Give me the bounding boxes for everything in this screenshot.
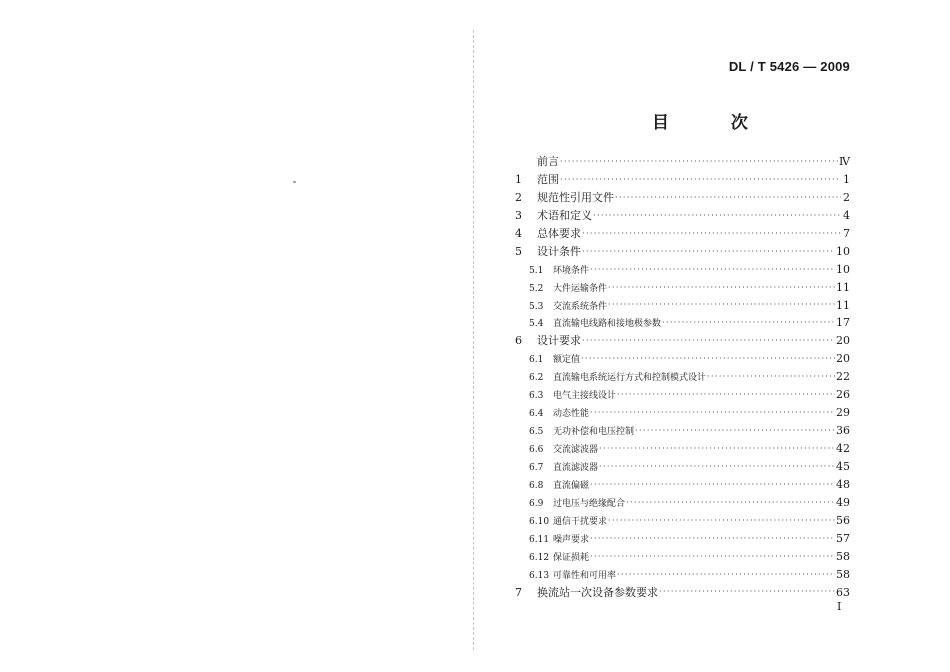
toc-entry-page: 58 xyxy=(836,549,850,563)
toc-entry-page: 42 xyxy=(836,442,850,455)
toc-entry[interactable] xyxy=(515,404,850,422)
toc-leader-dots xyxy=(626,498,835,508)
toc-entry[interactable] xyxy=(515,440,850,458)
toc-entry-label: 总体要求 xyxy=(537,226,581,240)
toc-entry[interactable] xyxy=(515,261,850,279)
toc-entry[interactable] xyxy=(515,225,850,243)
toc-leader-dots xyxy=(707,372,835,382)
toc-entry-number: 5.4 xyxy=(529,319,544,330)
toc-entry[interactable] xyxy=(515,171,850,189)
toc-entry[interactable] xyxy=(515,243,850,261)
toc-entry-label: 直流偏磁 xyxy=(553,480,590,491)
toc-entry-label: 交流系统条件 xyxy=(553,301,608,312)
toc-entry-page: 45 xyxy=(836,459,850,473)
toc-entry-label: 动态性能 xyxy=(553,409,590,420)
toc-leader-dots xyxy=(659,587,835,597)
toc-entry-label: 术语和定义 xyxy=(537,208,592,222)
scan-speck xyxy=(293,181,296,183)
toc-entry-number: 5 xyxy=(515,244,522,258)
toc-entry-label: 过电压与绝缘配合 xyxy=(553,498,626,509)
toc-entry[interactable] xyxy=(515,368,850,386)
toc-entry[interactable] xyxy=(515,332,850,350)
toc-entry-label: 额定值 xyxy=(553,355,581,366)
toc-leader-dots xyxy=(590,408,835,418)
toc-entry-number: 6.5 xyxy=(529,427,544,438)
toc-entry-page: 22 xyxy=(836,370,850,384)
toc-entry-page: 7 xyxy=(843,226,850,240)
toc-entry-number: 2 xyxy=(515,190,522,204)
toc-entry-page: Ⅳ xyxy=(839,155,850,168)
toc-leader-dots xyxy=(560,175,841,185)
toc-entry-number: 6 xyxy=(515,334,522,348)
toc-entry[interactable] xyxy=(515,566,850,584)
toc-leader-dots xyxy=(593,211,841,221)
toc-entry-number: 6.11 xyxy=(529,534,550,545)
toc-entry-number: 6.10 xyxy=(529,516,550,527)
toc-entry[interactable] xyxy=(515,458,850,476)
toc-entry-number: 6.2 xyxy=(529,373,544,384)
toc-entry-page: 20 xyxy=(836,352,850,366)
toc-entry-number: 7 xyxy=(515,585,522,599)
toc-entry-number: 1 xyxy=(515,172,522,186)
toc-entry-number: 6.1 xyxy=(529,355,544,366)
toc-entry-label: 设计要求 xyxy=(537,334,581,348)
toc-entry[interactable] xyxy=(515,494,850,512)
toc-entry[interactable] xyxy=(515,189,850,207)
toc-entry-page: 20 xyxy=(836,334,850,348)
toc-entry-label: 通信干扰要求 xyxy=(553,516,608,527)
toc-entry-number: 4 xyxy=(515,226,522,240)
toc-entry-number: 6.6 xyxy=(529,445,544,455)
toc-entry-label: 范围 xyxy=(537,172,559,186)
toc-entry-page: 10 xyxy=(836,262,850,276)
toc-entry-label: 电气主接线设计 xyxy=(553,391,617,402)
toc-entry-number: 6.8 xyxy=(529,480,544,491)
toc-entry-label: 交流滤波器 xyxy=(553,445,599,455)
toc-entry-label: 换流站一次设备参数要求 xyxy=(537,585,658,599)
toc-entry[interactable] xyxy=(515,153,850,171)
toc-entry[interactable] xyxy=(515,350,850,368)
toc-entry-label: 直流滤波器 xyxy=(553,462,599,473)
toc-leader-dots xyxy=(590,480,835,490)
toc-leader-dots xyxy=(590,552,835,562)
toc-entry-number: 5.2 xyxy=(529,283,544,294)
toc-leader-dots xyxy=(590,534,835,544)
toc-entry-label: 环境条件 xyxy=(553,265,590,276)
toc-entry[interactable] xyxy=(515,548,850,566)
page-number: I xyxy=(837,600,842,613)
toc-entry-label: 规范性引用文件 xyxy=(537,190,614,204)
toc-entry-page: 26 xyxy=(836,388,850,402)
toc-entry-label: 保证损耗 xyxy=(553,552,590,563)
toc-entry-label: 直流输电系统运行方式和控制模式设计 xyxy=(553,373,707,384)
toc-entry[interactable] xyxy=(515,279,850,297)
toc-entry[interactable] xyxy=(515,314,850,332)
toc-title: 目 次 xyxy=(652,113,776,133)
toc-entry[interactable] xyxy=(515,207,850,225)
toc-leader-dots xyxy=(560,157,838,167)
toc-leader-dots xyxy=(608,300,835,310)
toc-entry[interactable] xyxy=(515,530,850,548)
toc-entry-number: 6.4 xyxy=(529,409,544,420)
toc-entry-page: 11 xyxy=(836,298,850,312)
toc-leader-dots xyxy=(608,283,835,293)
toc-entry-page: 63 xyxy=(836,585,850,599)
toc-entry-number: 6.12 xyxy=(529,552,550,563)
toc-entry-number: 6.13 xyxy=(529,570,550,581)
toc-entry-number: 5.3 xyxy=(529,301,544,312)
toc-entry-page: 49 xyxy=(836,495,850,509)
toc-entry-number: 3 xyxy=(515,208,522,222)
toc-entry-number: 6.3 xyxy=(529,391,544,402)
toc-leader-dots xyxy=(590,265,835,275)
toc-entry-page: 4 xyxy=(843,208,850,222)
toc-entry-page: 11 xyxy=(836,280,850,294)
page-fold-line xyxy=(473,30,474,650)
toc-entry-page: 57 xyxy=(836,531,850,545)
toc-entry-page: 36 xyxy=(836,424,850,438)
toc-leader-dots xyxy=(582,336,835,346)
toc-entry-label: 可靠性和可用率 xyxy=(553,570,617,581)
toc-entry-label: 无功补偿和电压控制 xyxy=(553,427,635,438)
toc-entry-page: 58 xyxy=(836,567,850,581)
toc-entry-label: 前言 xyxy=(537,155,559,168)
toc-entry-page: 1 xyxy=(843,172,850,186)
toc-leader-dots xyxy=(599,444,835,454)
toc-entry-label: 直流输电线路和接地极参数 xyxy=(553,319,662,330)
toc-entry[interactable] xyxy=(515,386,850,404)
toc-entry[interactable] xyxy=(515,422,850,440)
toc-leader-dots xyxy=(581,354,835,364)
toc-entry-page: 48 xyxy=(836,477,850,491)
toc-entry-page: 29 xyxy=(836,406,850,420)
toc-entry[interactable] xyxy=(515,476,850,494)
toc-leader-dots xyxy=(662,318,835,328)
toc-entry-label: 大件运输条件 xyxy=(553,283,608,294)
table-of-contents xyxy=(515,153,850,601)
toc-entry-number: 6.9 xyxy=(529,498,544,509)
document-code: DL / T 5426 — 2009 xyxy=(728,59,850,74)
toc-entry-number: 5.1 xyxy=(529,265,544,276)
toc-leader-dots xyxy=(635,426,835,436)
toc-leader-dots xyxy=(615,193,841,203)
toc-entry-label: 噪声要求 xyxy=(553,534,590,545)
toc-entry-page: 2 xyxy=(843,190,850,204)
toc-entry-label: 设计条件 xyxy=(537,244,581,258)
toc-entry-page: 17 xyxy=(836,316,850,330)
toc-entry-number: 6.7 xyxy=(529,462,544,473)
toc-leader-dots xyxy=(608,516,835,526)
toc-entry-page: 10 xyxy=(836,244,850,258)
toc-leader-dots xyxy=(582,229,841,239)
toc-entry-page: 56 xyxy=(836,513,850,527)
toc-leader-dots xyxy=(617,570,835,580)
toc-leader-dots xyxy=(582,247,835,257)
toc-leader-dots xyxy=(617,390,835,400)
toc-leader-dots xyxy=(599,462,835,472)
toc-entry[interactable] xyxy=(515,512,850,530)
toc-entry[interactable] xyxy=(515,584,850,602)
toc-entry[interactable] xyxy=(515,297,850,315)
